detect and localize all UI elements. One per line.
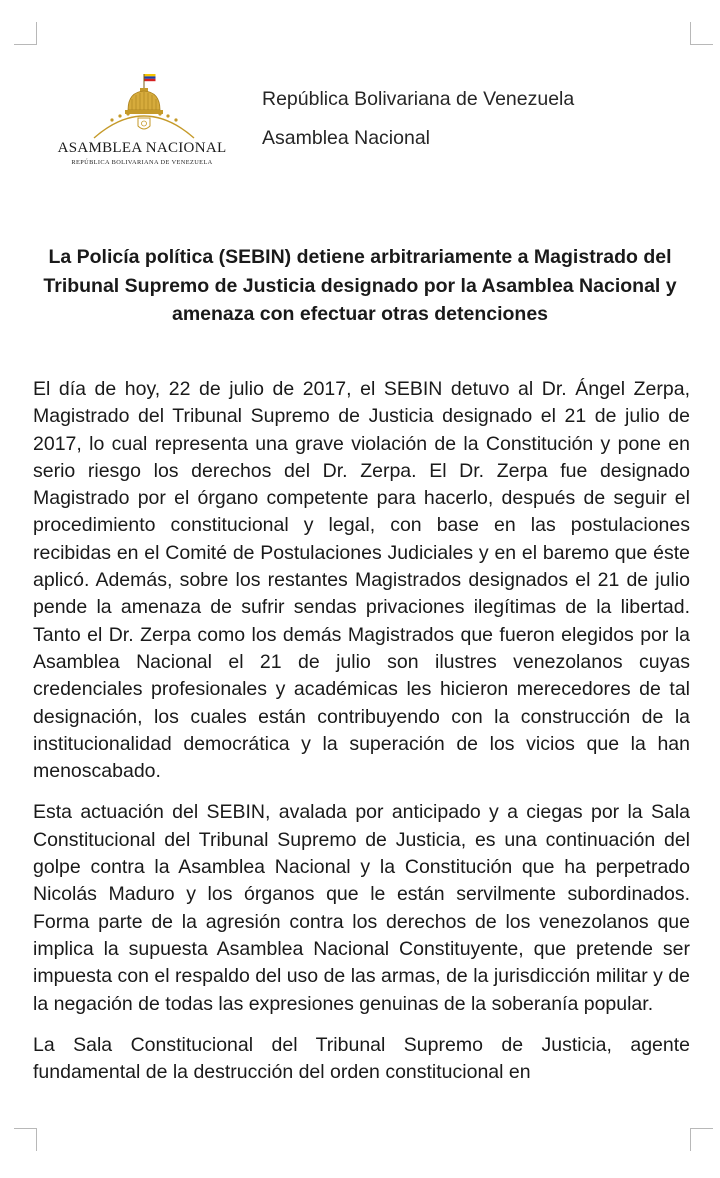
crop-mark-bottom-left	[14, 1128, 37, 1151]
logo-name: ASAMBLEA NACIONAL	[57, 140, 227, 156]
capitol-emblem-icon	[52, 66, 232, 140]
crop-mark-top-left	[14, 22, 37, 45]
crop-mark-bottom-right	[690, 1128, 713, 1151]
crop-mark-top-right	[690, 22, 713, 45]
paragraph: El día de hoy, 22 de julio de 2017, el SEBIN detuvo al Dr. Ángel Zerpa, Magistrado del Tribunal Supremo de Justicia designado el 21 de julio de 2017, lo cual representa una grave violación de la Constitución y pone en serio riesgo los derechos del Dr. Zerpa. El Dr. Zerpa fue designado Magistrado por el órgano competente para hacerlo, después de seguir el procedimiento constitucional y legal, con base en las postulaciones recibidas en el Comité de Postulaciones Judiciales y en el baremo que éste aplicó. Además, sobre los restantes Magistrados designados el 21 de julio pende la amenaza de sufrir sendas privaciones ilegítimas de la libertad. Tanto el Dr. Zerpa como los demás Magistrados que fueron elegidos por la Asamblea Nacional el 21 de julio son ilustres venezolanos cuyas credenciales profesionales y académicas les hicieron merecedores de tal designación, los cuales están contribuyendo con la construcción de la institucionalidad democrática y la superación de los vicios que la han menoscabado.	[33, 378, 690, 783]
header-institution: Asamblea Nacional	[262, 127, 431, 149]
logo-subtitle: REPÚBLICA BOLIVARIANA DE VENEZUELA	[71, 159, 213, 166]
paragraph: Esta actuación del SEBIN, avalada por anticipado y a ciegas por la Sala Constitucional del Tribunal Supremo de Justicia, es una continuación del golpe contra la Asamblea Nacional y la Constitución que ha perpetrado Nicolás Maduro y los órganos que le están servilmente subordinados. Forma parte de la agresión contra los derechos de los venezolanos que implica la supuesta Asamblea Nacional Constituyente, que pretende ser impuesta con el respaldo del uso de las armas, de la jurisdicción militar y de la negación de todas las expresiones genuinas de la soberanía popular.	[33, 801, 690, 1015]
header-country: República Bolivariana de Venezuela	[262, 88, 575, 110]
paragraph: La Sala Constitucional del Tribunal Supremo de Justicia, agente fundamental de la destrucción del orden constitucional en	[33, 1033, 690, 1084]
document-body	[33, 376, 690, 1100]
document-title: La Policía política (SEBIN) detiene arbitrariamente a Magistrado del Tribunal Supremo de Justicia designado por la Asamblea Nacional y amenaza con efectuar otras detenciones	[43, 246, 677, 325]
asamblea-nacional-logo	[52, 66, 232, 174]
